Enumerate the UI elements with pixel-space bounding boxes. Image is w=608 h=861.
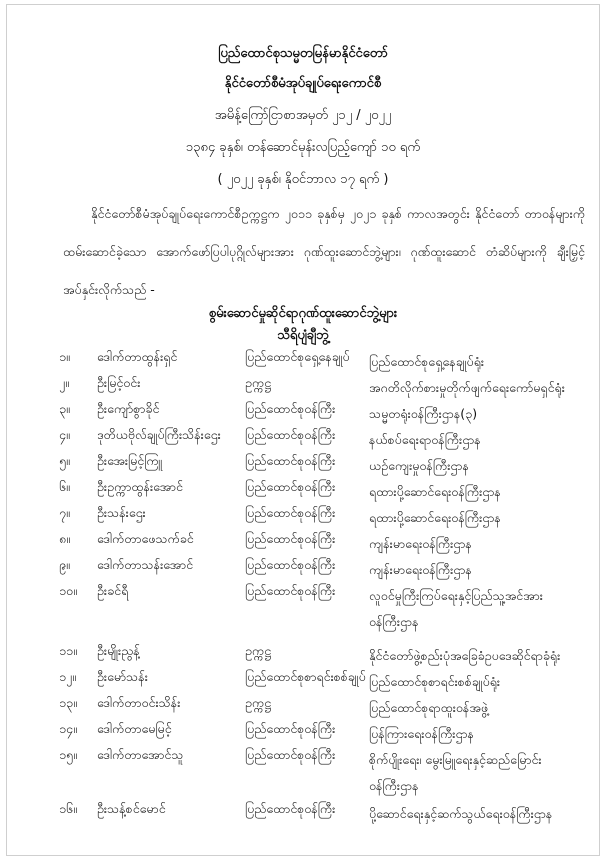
recipient-department: သမ္မတရုံးဝန်ကြီးဌာန(၃) (369, 406, 478, 421)
section-title: စွမ်းဆောင်မှုဆိုင်ရာဂုဏ်ထူးဆောင်ဘွဲ့များ (208, 306, 398, 321)
list-item (7, 349, 601, 375)
item-number: ၁၂။ (59, 669, 76, 684)
list-item (7, 453, 601, 479)
item-number: ၂။ (59, 375, 69, 390)
recipient-department: ပြည်ထောင်စုစာရင်းစစ်ချုပ်ရုံး (369, 674, 501, 689)
recipient-name: ဒေါက်တာဖေသက်ခင် (97, 531, 194, 546)
recipient-position: ပြည်ထောင်စုဝန်ကြီး (245, 557, 336, 572)
item-number: ၉။ (59, 557, 70, 572)
item-number: ၈။ (59, 531, 70, 546)
section-subtitle: သီရိပျံချီဘွဲ့ (277, 328, 329, 343)
recipient-department: ပို့ဆောင်ရေးနှင့်ဆက်သွယ်ရေးဝန်ကြီးဌာန (369, 806, 553, 821)
recipient-department: ပြည်ထောင်စုရှေ့နေချုပ်ရုံး (369, 354, 485, 369)
recipient-position: ဥက္ကဋ္ဌ (245, 643, 271, 658)
recipient-name: ဒုတိယဗိုလ်ချုပ်ကြီးသိန်းဌေး (97, 427, 221, 442)
list-item (7, 747, 601, 793)
order-number: အမိန့်ကြော်ငြာစာအမှတ် ၂၁၂ / ၂၀၂၂ (214, 108, 392, 123)
intro-text: နိုင်ငံတော်စီမံအုပ်ချုပ်ရေးကောင်စီဥက္ကဋ္ဌက ၂၀၁၁ ခုနှစ်မှ ၂၀၂၁ ခုနှစ် ကာလအတွင်း နိုင်ငံတော် တာဝန်များကို ထမ်းဆောင်ခဲ့သော အောက်ဖော်ပြပါပုဂ္ဂိုလ်များအား ဂုဏ်ထူးဆောင်ဘွဲ့များ၊ ဂုဏ်ထူးဆောင် တံဆိပ်များကို ချီးမြှင့်အပ်နှင်းလိုက်သည် - (63, 206, 585, 297)
recipient-position: ပြည်ထောင်စုရှေ့နေချုပ် (245, 349, 350, 364)
council-title: နိုင်ငံတော်စီမံအုပ်ချုပ်ရေးကောင်စီ (224, 76, 382, 91)
recipient-name: ဦးခင်ရီ (97, 583, 129, 598)
item-number: ၁၄။ (59, 721, 77, 736)
recipient-position: ပြည်ထောင်စုဝန်ကြီး (245, 531, 336, 546)
item-number: ၅။ (59, 453, 70, 468)
recipient-department: ပြည်ထောင်စုရာထူးဝန်အဖွဲ့ (369, 700, 488, 715)
item-number: ၁၀။ (59, 583, 77, 598)
recipient-department: လူဝင်မှုကြီးကြပ်ရေးနှင့်ပြည်သူ့အင်အား ဝန်ကြီးဌာန (369, 588, 543, 629)
list-item (7, 695, 601, 721)
recipient-department: စိုက်ပျိုးရေး၊ မွေးမြူရေးနှင့်ဆည်မြောင်း ဝန်ကြီးဌာန (369, 752, 542, 793)
recipient-name: ဦးအေးမြင့်ကြူ (97, 453, 163, 468)
item-number: ၁၃။ (59, 695, 77, 710)
recipient-position: ပြည်ထောင်စုစာရင်းစစ်ချုပ် (245, 669, 366, 684)
recipient-position: ပြည်ထောင်စုဝန်ကြီး (245, 721, 336, 736)
recipient-department: ရထားပို့ဆောင်ရေးဝန်ကြီးဌာန (369, 484, 501, 499)
list-item (7, 505, 601, 531)
recipient-name: ဦးသန်းဌေး (97, 505, 146, 520)
recipient-name: ဒေါက်တာအောင်သူ (97, 747, 184, 762)
recipient-department: ပြန်ကြားရေးဝန်ကြီးဌာန (369, 726, 475, 741)
recipient-position: ပြည်ထောင်စုဝန်ကြီး (245, 583, 336, 598)
list-item (7, 669, 601, 695)
country-title: ပြည်ထောင်စုသမ္မတမြန်မာနိုင်ငံတော် (218, 46, 388, 61)
item-number: ၁။ (59, 349, 70, 364)
recipient-position: ပြည်ထောင်စုဝန်ကြီး (245, 747, 336, 762)
document-page (6, 4, 600, 856)
item-number: ၄။ (59, 427, 70, 442)
recipient-name: ဦးဥက္ကာထွန်းအောင် (97, 479, 183, 494)
recipient-department: ယဉ်ကျေးမှုဝန်ကြီးဌာန (369, 458, 469, 473)
item-number: ၃။ (59, 401, 70, 416)
recipient-name: ဒေါက်တာထွန်းရှင် (97, 349, 178, 364)
intro-paragraph (63, 195, 585, 309)
item-number: ၁၆။ (59, 801, 77, 816)
list-item (7, 531, 601, 557)
recipient-department: ရထားပို့ဆောင်ရေးဝန်ကြီးဌာန (369, 510, 501, 525)
recipient-position: ပြည်ထောင်စုဝန်ကြီး (245, 801, 336, 816)
recipient-name: ဦးသန့်စင်မောင် (97, 801, 166, 816)
list-item (7, 801, 601, 827)
recipient-position: ပြည်ထောင်စုဝန်ကြီး (245, 479, 336, 494)
list-item (7, 479, 601, 505)
gregorian-date: ( ၂၀၂၂ ခုနှစ်၊ နိုဝင်ဘာလ ၁၇ ရက် ) (217, 172, 389, 187)
item-number: ၁၁။ (59, 643, 77, 658)
recipient-name: ဒေါက်တာသန်းအောင် (97, 557, 194, 572)
myanmar-date: ၁၃၈၄ ခုနှစ်၊ တန်ဆောင်မုန်းလပြည့်ကျော် ၁၀ ရက် (185, 140, 421, 155)
recipient-name: ဦးမော်သန်း (97, 669, 148, 684)
list-item (7, 375, 601, 401)
list-item (7, 427, 601, 453)
recipient-name: ဦးမြင့်ဝင်း (97, 375, 141, 390)
item-number: ၆။ (59, 479, 70, 494)
list-item (7, 721, 601, 747)
list-item (7, 643, 601, 669)
recipient-position: ဥက္ကဋ္ဌ (245, 375, 271, 390)
list-item (7, 583, 601, 629)
recipient-position: ပြည်ထောင်စုဝန်ကြီး (245, 401, 336, 416)
item-number: ၇။ (59, 505, 70, 520)
recipient-department: ကျန်းမာရေးဝန်ကြီးဌာန (369, 536, 472, 551)
item-number: ၁၅။ (59, 747, 77, 762)
list-item (7, 557, 601, 583)
recipient-position: ပြည်ထောင်စုဝန်ကြီး (245, 505, 336, 520)
list-item (7, 401, 601, 427)
recipient-name: ဒေါက်တာမေမြင့် (97, 721, 172, 736)
recipient-position: ပြည်ထောင်စုဝန်ကြီး (245, 427, 336, 442)
recipient-position: ပြည်ထောင်စုဝန်ကြီး (245, 453, 336, 468)
recipient-department: နယ်စပ်ရေးရာဝန်ကြီးဌာန (369, 432, 481, 447)
recipient-department: အဂတိလိုက်စားမှုတိုက်ဖျက်ရေးကော်မရှင်ရုံး (369, 380, 565, 395)
recipient-department: နိုင်ငံတော်ဖွဲ့စည်းပုံအခြေခံဥပဒေဆိုင်ရာခုံရုံး (369, 648, 561, 663)
recipient-name: ဦးကျော်စွာခိုင် (97, 401, 160, 416)
recipient-position: ဥက္ကဋ္ဌ (245, 695, 271, 710)
recipient-name: ဦးမျိုးညွန့် (97, 643, 140, 658)
recipient-department: ကျန်းမာရေးဝန်ကြီးဌာန (369, 562, 472, 577)
recipient-name: ဒေါက်တာဝင်းသိန်း (97, 695, 181, 710)
